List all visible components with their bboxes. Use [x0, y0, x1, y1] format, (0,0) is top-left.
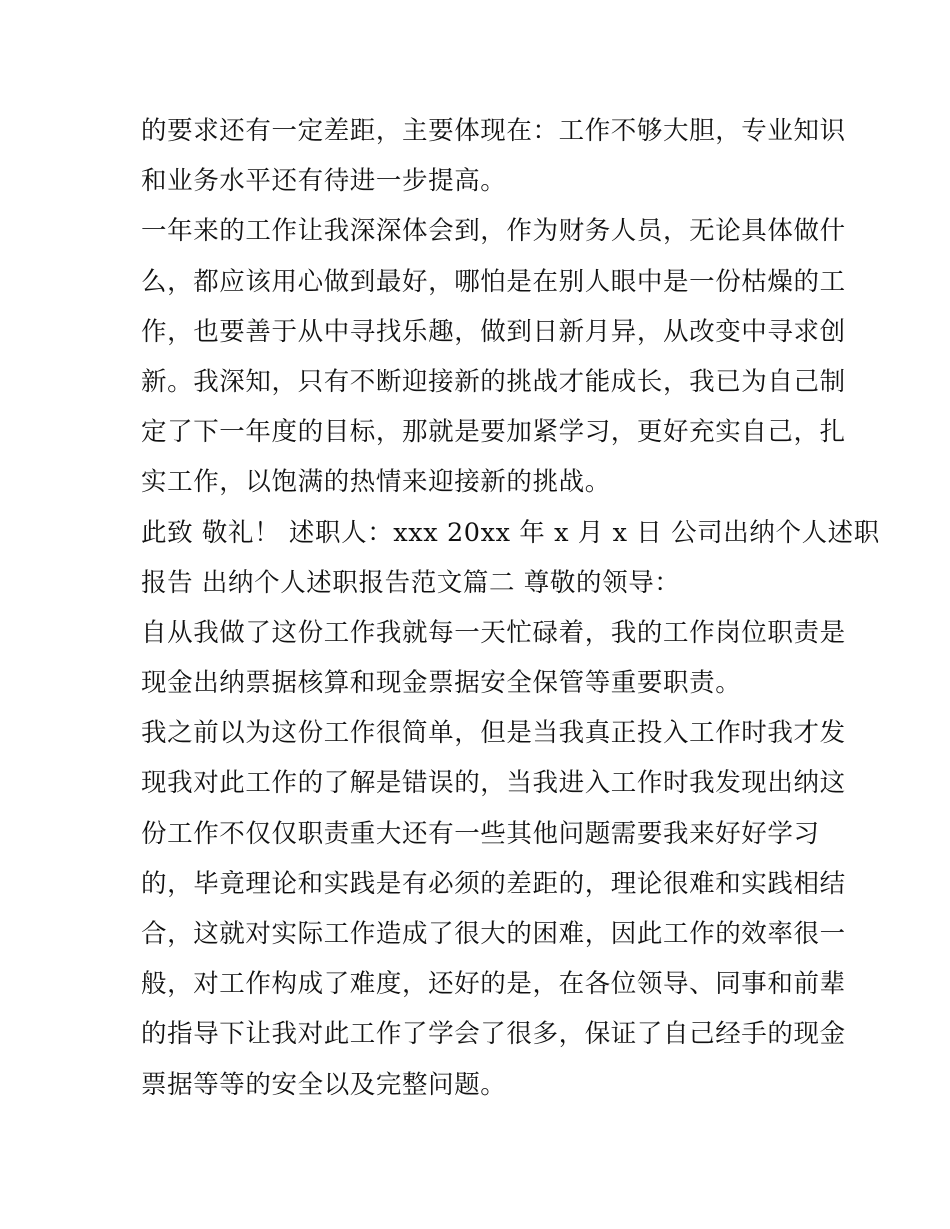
- text-line: 作，也要善于从中寻找乐趣，做到日新月异，从改变中寻求创: [141, 316, 846, 347]
- text-line: 合，这就对实际工作造成了很大的困难，因此工作的效率很一: [141, 919, 846, 949]
- body-text: [141, 106, 880, 1110]
- text-line: 的，毕竟理论和实践是有必须的差距的，理论很难和实践相结: [141, 868, 846, 899]
- text-line: 的指导下让我对此工作了学会了很多，保证了自己经手的现金: [141, 1019, 846, 1050]
- text-line: 自从我做了这份工作我就每一天忙碌着，我的工作岗位职责是: [141, 617, 846, 648]
- text-line: 的要求还有一定差距，主要体现在：工作不够大胆，专业知识: [141, 116, 846, 146]
- text-line: 和业务水平还有待进一步提高。: [141, 166, 507, 197]
- text-line: 么，都应该用心做到最好，哪怕是在别人眼中是一份枯燥的工: [141, 266, 846, 297]
- text-line: 份工作不仅仅职责重大还有一些其他问题需要我来好好学习: [141, 818, 820, 849]
- text-line: 报告 出纳个人述职报告范文篇二 尊敬的领导：: [141, 567, 681, 598]
- text-line: 般，对工作构成了难度，还好的是，在各位领导、同事和前辈: [141, 969, 846, 1000]
- text-line: 现金出纳票据核算和现金票据安全保管等重要职责。: [141, 668, 742, 699]
- text-line: 定了下一年度的目标，那就是要加紧学习，更好充实自己，扎: [141, 417, 846, 448]
- text-line: 一年来的工作让我深深体会到，作为财务人员，无论具体做什: [141, 216, 846, 247]
- text-line: 此致 敬礼！ 述职人：xxx 20xx 年 x 月 x 日 公司出纳个人述职: [141, 517, 880, 548]
- text-line: 新。我深知，只有不断迎接新的挑战才能成长，我已为自己制: [141, 366, 846, 397]
- text-line: 现我对此工作的了解是错误的，当我进入工作时我发现出纳这: [141, 768, 846, 799]
- text-line: 票据等等的安全以及完整问题。: [141, 1069, 507, 1100]
- text-line: 实工作，以饱满的热情来迎接新的挑战。: [141, 467, 611, 498]
- text-line: 我之前以为这份工作很简单，但是当我真正投入工作时我才发: [141, 718, 846, 749]
